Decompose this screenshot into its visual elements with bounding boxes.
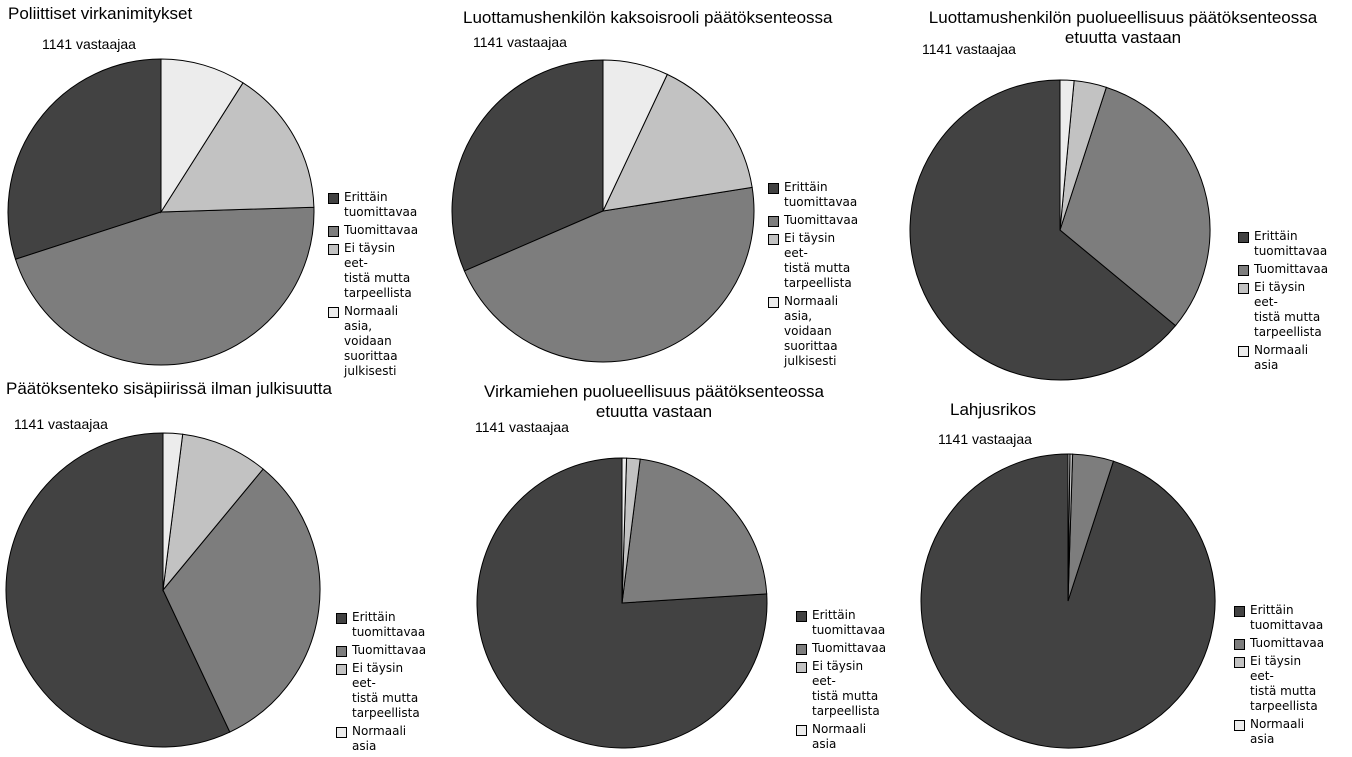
legend-item	[1234, 654, 1324, 714]
legend-label: Tuomittavaa	[812, 641, 887, 655]
legend-label: Normaali asia	[812, 722, 867, 751]
legend-label: Erittäin tuomittavaa	[812, 608, 886, 637]
legend-label: Ei täysin eet- tistä mutta tarpeellista	[352, 661, 420, 720]
legend-item	[1234, 636, 1324, 651]
legend-item	[1238, 229, 1328, 259]
legend-label: Normaali asia, voidaan suorittaa julkisesti	[344, 304, 399, 378]
legend-label: Normaali asia	[1254, 343, 1309, 372]
legend-label: Erittäin tuomittavaa	[344, 190, 418, 219]
legend-label: Erittäin tuomittavaa	[1250, 603, 1324, 632]
legend-label: Normaali asia	[1250, 717, 1305, 746]
legend-label: Tuomittavaa	[784, 213, 859, 227]
chart-title: Lahjusrikos	[950, 400, 1036, 419]
legend-swatch	[1234, 720, 1245, 731]
legend-label: Normaali asia	[352, 724, 407, 753]
respondent-count: 1141 vastaajaa	[42, 36, 136, 52]
legend-label: Ei täysin eet- tistä mutta tarpeellista	[784, 231, 852, 290]
legend-label: Tuomittavaa	[344, 223, 419, 237]
legend-label: Tuomittavaa	[1254, 262, 1329, 276]
legend-label: Normaali asia, voidaan suorittaa julkisesti	[784, 294, 839, 368]
legend-item	[1234, 717, 1324, 747]
respondent-count: 1141 vastaajaa	[475, 419, 569, 435]
chart-title: Virkamiehen puolueellisuus päätöksenteossa etuutta vastaan	[484, 382, 824, 421]
legend-item	[1238, 343, 1328, 373]
respondent-count: 1141 vastaajaa	[14, 416, 108, 432]
respondent-count: 1141 vastaajaa	[938, 431, 1032, 447]
legend-label: Tuomittavaa	[1250, 636, 1325, 650]
respondent-count: 1141 vastaajaa	[922, 41, 1016, 57]
chart-title: Luottamushenkilön puolueellisuus päätöksenteossa etuutta vastaan	[928, 8, 1318, 47]
legend-label: Erittäin tuomittavaa	[1254, 229, 1328, 258]
legend-label: Tuomittavaa	[352, 643, 427, 657]
legend-swatch	[1238, 232, 1249, 243]
chart-legend	[1238, 229, 1328, 376]
legend-swatch	[1234, 606, 1245, 617]
legend-label: Ei täysin eet- tistä mutta tarpeellista	[812, 659, 880, 718]
legend-item	[1238, 262, 1328, 277]
legend-item	[1238, 280, 1328, 340]
legend-label: Erittäin tuomittavaa	[784, 180, 858, 209]
legend-swatch	[1234, 639, 1245, 650]
legend-label: Ei täysin eet- tistä mutta tarpeellista	[344, 241, 412, 300]
legend-label: Ei täysin eet- tistä mutta tarpeellista	[1254, 280, 1322, 339]
legend-swatch	[1238, 265, 1249, 276]
legend-swatch	[1234, 657, 1245, 668]
respondent-count: 1141 vastaajaa	[473, 34, 567, 50]
legend-label: Erittäin tuomittavaa	[352, 610, 426, 639]
chart-title: Päätöksenteko sisäpiirissä ilman julkisuutta	[6, 379, 332, 398]
chart-title: Poliittiset virkanimitykset	[8, 4, 193, 23]
chart-title: Luottamushenkilön kaksoisrooli päätöksenteossa	[463, 8, 833, 27]
legend-item	[1234, 603, 1324, 633]
legend-swatch	[1238, 283, 1249, 294]
chart-legend	[1234, 603, 1324, 750]
legend-swatch	[1238, 346, 1249, 357]
legend-label: Ei täysin eet- tistä mutta tarpeellista	[1250, 654, 1318, 713]
